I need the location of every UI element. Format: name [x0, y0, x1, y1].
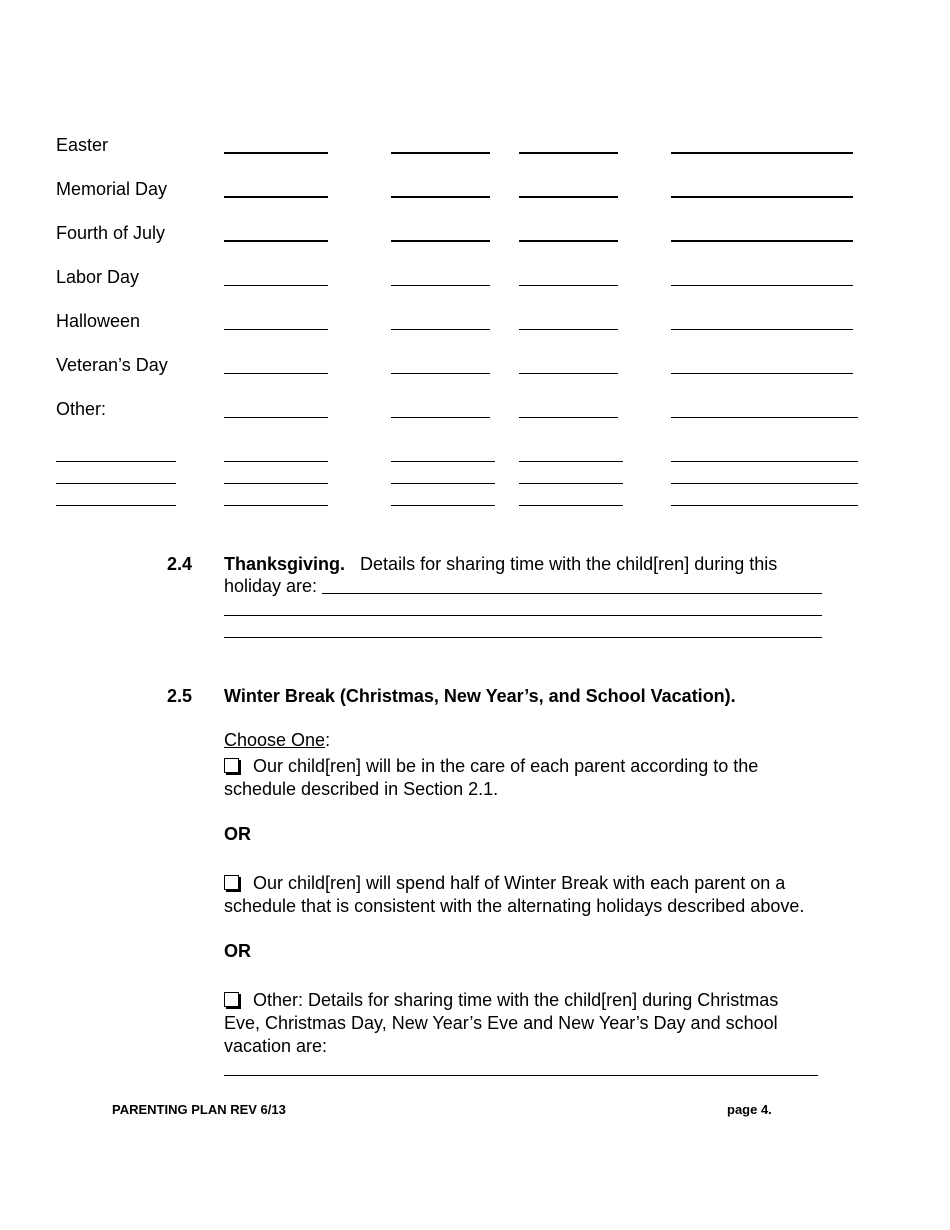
section-2-4-number: 2.4 — [167, 554, 193, 574]
option-3-line3: vacation are: — [224, 1036, 328, 1056]
other-holiday-fill-line[interactable] — [224, 461, 328, 462]
other-holiday-fill-line[interactable] — [391, 505, 495, 506]
section-2-4-heading — [224, 554, 777, 574]
holiday-label-memorial-day: Memorial Day — [56, 179, 168, 199]
other-holiday-fill-line[interactable] — [224, 505, 328, 506]
holiday-fill-line[interactable] — [391, 417, 490, 418]
choose-one-colon: : — [325, 730, 331, 750]
checkbox-icon[interactable] — [224, 875, 239, 890]
holiday-fill-line[interactable] — [671, 417, 858, 418]
other-holiday-fill-line[interactable] — [391, 461, 495, 462]
holiday-fill-line[interactable] — [224, 329, 328, 330]
option-2-line2: schedule that is consistent with the alternating holidays described above. — [224, 896, 805, 916]
thanksgiving-details-line[interactable] — [322, 593, 822, 594]
holiday-fill-line[interactable] — [224, 417, 328, 418]
holiday-fill-line[interactable] — [391, 196, 490, 198]
holiday-label-labor-day: Labor Day — [56, 267, 140, 287]
section-2-4-text-line2: holiday are: — [224, 576, 318, 596]
holiday-fill-line[interactable] — [519, 196, 618, 198]
other-holiday-fill-line[interactable] — [56, 461, 176, 462]
or-separator-1: OR — [224, 824, 251, 844]
checkbox-icon[interactable] — [224, 758, 239, 773]
checkbox-icon[interactable] — [224, 992, 239, 1007]
footer-form-id: PARENTING PLAN REV 6/13 — [112, 1102, 286, 1117]
other-holiday-fill-line[interactable] — [671, 505, 858, 506]
holiday-fill-line[interactable] — [519, 329, 618, 330]
holiday-fill-line[interactable] — [391, 285, 490, 286]
section-2-4-text-line1: Details for sharing time with the child[ren] during this — [360, 554, 778, 574]
section-2-5-number: 2.5 — [167, 686, 193, 706]
winter-break-option-2 — [224, 872, 864, 918]
other-holiday-fill-line[interactable] — [56, 483, 176, 484]
other-holiday-fill-line[interactable] — [391, 483, 495, 484]
footer-page-number: page 4. — [727, 1102, 772, 1117]
holiday-fill-line[interactable] — [224, 373, 328, 374]
holiday-fill-line[interactable] — [519, 240, 618, 242]
holiday-fill-line[interactable] — [224, 285, 328, 286]
holiday-fill-line[interactable] — [391, 152, 490, 154]
holiday-fill-line[interactable] — [519, 285, 618, 286]
option-3-line1: Other: Details for sharing time with the child[ren] during Christmas — [253, 990, 779, 1010]
holiday-fill-line[interactable] — [224, 240, 328, 242]
thanksgiving-details-line[interactable] — [224, 637, 822, 638]
holiday-fill-line[interactable] — [671, 285, 853, 286]
holiday-fill-line[interactable] — [671, 152, 853, 154]
holiday-fill-line[interactable] — [671, 373, 853, 374]
winter-break-other-details-line[interactable] — [224, 1075, 818, 1076]
other-holiday-fill-line[interactable] — [519, 505, 623, 506]
other-holiday-fill-line[interactable] — [671, 483, 858, 484]
other-holiday-fill-line[interactable] — [56, 505, 176, 506]
holiday-fill-line[interactable] — [519, 152, 618, 154]
holiday-label-veterans-day: Veteran’s Day — [56, 355, 168, 375]
holiday-fill-line[interactable] — [671, 196, 853, 198]
option-1-line2: schedule described in Section 2.1. — [224, 779, 499, 799]
other-holiday-fill-line[interactable] — [519, 461, 623, 462]
section-2-5-title: Winter Break (Christmas, New Year’s, and School Vacation). — [224, 686, 736, 706]
other-holiday-fill-line[interactable] — [519, 483, 623, 484]
holiday-fill-line[interactable] — [391, 329, 490, 330]
other-holiday-fill-line[interactable] — [671, 461, 858, 462]
choose-one-text: Choose One — [224, 730, 326, 750]
holiday-fill-line[interactable] — [671, 240, 853, 242]
other-holiday-fill-line[interactable] — [224, 483, 328, 484]
holiday-label-halloween: Halloween — [56, 311, 141, 331]
winter-break-option-3 — [224, 989, 844, 1058]
holiday-label-other: Other: — [56, 399, 107, 419]
holiday-fill-line[interactable] — [391, 373, 490, 374]
holiday-fill-line[interactable] — [519, 373, 618, 374]
thanksgiving-details-line[interactable] — [224, 615, 822, 616]
option-1-line1: Our child[ren] will be in the care of each parent according to the — [253, 756, 759, 776]
section-2-4-title: Thanksgiving. — [224, 554, 346, 574]
or-separator-2: OR — [224, 941, 251, 961]
option-2-line1: Our child[ren] will spend half of Winter Break with each parent on a — [253, 873, 786, 893]
holiday-fill-line[interactable] — [224, 152, 328, 154]
holiday-fill-line[interactable] — [519, 417, 618, 418]
holiday-fill-line[interactable] — [391, 240, 490, 242]
holiday-fill-line[interactable] — [224, 196, 328, 198]
winter-break-option-1 — [224, 755, 844, 801]
holiday-fill-line[interactable] — [671, 329, 853, 330]
choose-one-label — [224, 730, 330, 750]
holiday-label-easter: Easter — [56, 135, 109, 155]
option-3-line2: Eve, Christmas Day, New Year’s Eve and New Year’s Day and school — [224, 1013, 778, 1033]
holiday-label-fourth-of-july: Fourth of July — [56, 223, 166, 243]
